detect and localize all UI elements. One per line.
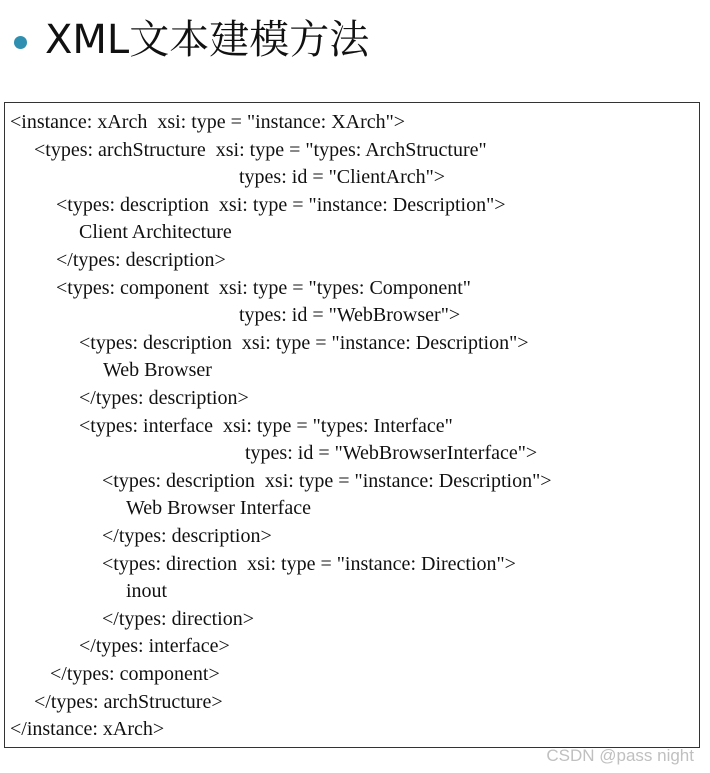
code-line: </types: description> [79, 387, 249, 409]
code-line: <types: component xsi: type = "types: Component" [56, 276, 471, 299]
code-line: </types: description> [102, 525, 272, 547]
slide-title [14, 8, 369, 72]
code-line: Web Browser Interface [126, 497, 311, 520]
code-line: <types: interface xsi: type = "types: Interface" [79, 414, 453, 437]
code-line: <types: direction xsi: type = "instance: Direction"> [102, 552, 516, 575]
code-line: </types: direction> [102, 607, 254, 630]
page-title: XML文本建模方法 [45, 17, 370, 63]
code-line: types: id = "WebBrowser"> [239, 304, 461, 327]
code-line: types: id = "WebBrowserInterface"> [245, 442, 538, 465]
code-line: types: id = "ClientArch"> [239, 166, 446, 189]
code-line: Client Architecture [79, 221, 232, 244]
code-line: </types: description> [56, 249, 226, 271]
code-line: </types: interface> [79, 635, 230, 658]
code-line: <types: archStructure xsi: type = "types: ArchStructure" [34, 138, 487, 161]
code-line: inout [126, 580, 168, 603]
code-line: <instance: xArch xsi: type = "instance: XArch"> [10, 111, 406, 133]
xml-code-block [4, 102, 700, 748]
watermark: CSDN @pass night [546, 746, 694, 765]
code-line: <types: description xsi: type = "instance: Description"> [79, 331, 529, 354]
code-line: Web Browser [103, 359, 212, 382]
code-line: </instance: xArch> [10, 718, 165, 741]
bullet-dot-icon [14, 36, 27, 49]
code-line: </types: archStructure> [34, 690, 223, 713]
code-line: </types: component> [50, 663, 220, 685]
code-line: <types: description xsi: type = "instance: Description"> [56, 193, 506, 216]
code-line: <types: description xsi: type = "instance: Description"> [102, 469, 552, 492]
